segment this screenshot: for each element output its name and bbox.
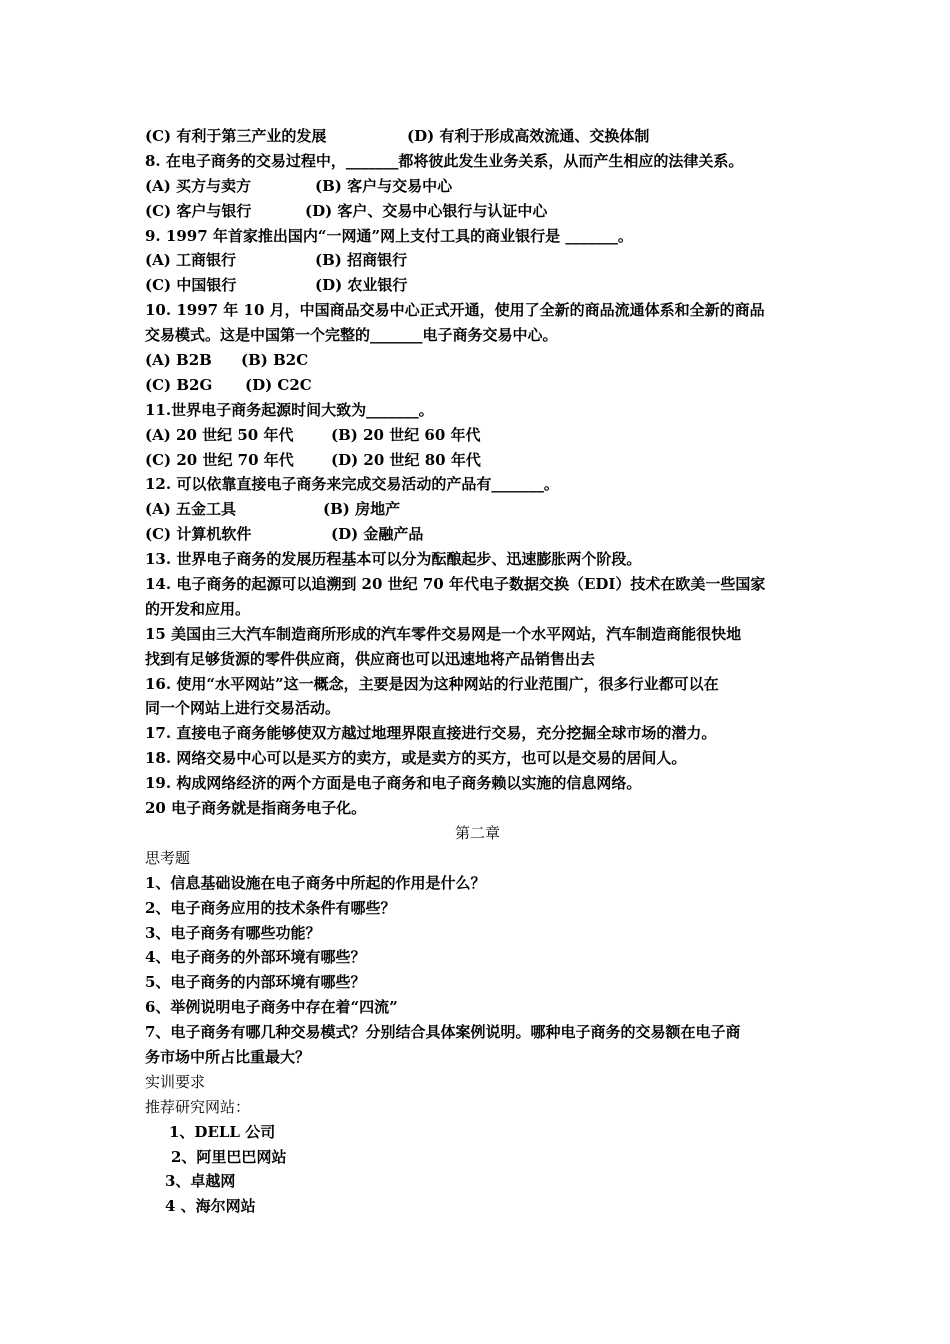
option-d: (D) 20 世纪 80 年代 [331, 450, 481, 469]
thinking-question-2: 2、电子商务应用的技术条件有哪些？ [145, 898, 396, 917]
section-heading-training: 实训要求 [145, 1072, 206, 1091]
option-row [145, 124, 810, 149]
statement-20: 20 电子商务就是指商务电子化。 [145, 799, 367, 818]
question-9: 9. 1997 年首家推出国内“一网通”网上支付工具的商业银行是 _______。 [145, 226, 633, 245]
question-12: 12. 可以依靠直接电子商务来完成交易活动的产品有_______。 [145, 475, 559, 494]
question-8: 8. 在电子商务的交易过程中，_______都将彼此发生业务关系，从而产生相应的法律关系。 [145, 151, 744, 170]
option-c: (C) 有利于第三产业的发展 [145, 127, 327, 145]
option-a: (A) B2B [145, 351, 212, 370]
option-b: (B) 客户与交易中心 [315, 176, 453, 195]
statement-16: 16. 使用“水平网站”这一概念，主要是因为这种网站的行业范围广，很多行业都可以在 [145, 674, 719, 693]
option-d: (D) 有利于形成高效流通、交换体制 [407, 127, 650, 145]
site-item-4: 4 、海尔网站 [165, 1197, 256, 1216]
site-item-2: 2、阿里巴巴网站 [171, 1147, 287, 1166]
question-11: 11.世界电子商务起源时间大致为_______。 [145, 400, 434, 419]
option-d: (D) C2C [245, 375, 312, 394]
option-c: (C) 计算机软件 [145, 525, 252, 544]
statement-18: 18. 网络交易中心可以是买方的卖方，或是卖方的买方，也可以是交易的居间人。 [145, 749, 687, 768]
option-c: (C) 中国银行 [145, 276, 237, 295]
document-page [145, 124, 810, 1219]
thinking-question-4: 4、电子商务的外部环境有哪些？ [145, 948, 366, 967]
option-row [145, 373, 810, 398]
thinking-question-7-continued: 务市场中所占比重最大？ [145, 1047, 311, 1066]
statement-15-continued: 找到有足够货源的零件供应商，供应商也可以迅速地将产品销售出去 [145, 649, 596, 668]
option-row [145, 522, 810, 547]
thinking-question-5: 5、电子商务的内部环境有哪些？ [145, 973, 366, 992]
statement-16-continued: 同一个网站上进行交易活动。 [145, 699, 341, 718]
option-c: (C) B2G [145, 375, 213, 394]
option-b: (B) 房地产 [323, 500, 401, 519]
option-row [145, 248, 810, 273]
option-d: (D) 金融产品 [331, 525, 424, 544]
option-b: (B) 招商银行 [315, 251, 408, 270]
option-d: (D) 客户、交易中心银行与认证中心 [305, 201, 548, 220]
option-a: (A) 工商银行 [145, 251, 237, 270]
option-row [145, 423, 810, 448]
option-row [145, 273, 810, 298]
option-a: (A) 20 世纪 50 年代 [145, 425, 294, 444]
option-a: (A) 五金工具 [145, 500, 237, 519]
statement-14-continued: 的开发和应用。 [145, 599, 251, 618]
statement-17: 17. 直接电子商务能够使双方越过地理界限直接进行交易，充分挖掘全球市场的潜力。 [145, 724, 717, 743]
recommended-sites-label: 推荐研究网站： [145, 1097, 251, 1116]
option-b: (B) 20 世纪 60 年代 [331, 425, 481, 444]
statement-14: 14. 电子商务的起源可以追溯到 20 世纪 70 年代电子数据交换（EDI）技术在欧美一些国家 [145, 575, 766, 594]
option-row [145, 448, 810, 473]
question-10: 10. 1997 年 10 月，中国商品交易中心正式开通，使用了全新的商品流通体系和全新的商品 [145, 301, 765, 320]
thinking-question-7: 7、电子商务有哪几种交易模式？分别结合具体案例说明。哪种电子商务的交易额在电子商 [145, 1023, 741, 1042]
statement-13: 13. 世界电子商务的发展历程基本可以分为酝酿起步、迅速膨胀两个阶段。 [145, 550, 642, 569]
chapter-heading: 第二章 [454, 823, 500, 842]
option-a: (A) 买方与卖方 [145, 176, 252, 195]
option-c: (C) 20 世纪 70 年代 [145, 450, 294, 469]
thinking-question-3: 3、电子商务有哪些功能？ [145, 923, 321, 942]
section-heading-thinking: 思考题 [145, 848, 191, 867]
statement-15: 15 美国由三大汽车制造商所形成的汽车零件交易网是一个水平网站，汽车制造商能很快地 [145, 624, 742, 643]
site-item-3: 3、卓越网 [165, 1172, 236, 1191]
option-d: (D) 农业银行 [315, 276, 408, 295]
option-b: (B) B2C [241, 351, 309, 370]
thinking-question-6: 6、举例说明电子商务中存在着“四流” [145, 998, 398, 1017]
option-row [145, 174, 810, 199]
option-c: (C) 客户与银行 [145, 201, 252, 220]
thinking-question-1: 1、信息基础设施在电子商务中所起的作用是什么？ [145, 873, 486, 892]
statement-19: 19. 构成网络经济的两个方面是电子商务和电子商务赖以实施的信息网络。 [145, 774, 642, 793]
question-10-continued: 交易模式。这是中国第一个完整的_______电子商务交易中心。 [145, 326, 558, 345]
site-item-1: 1、DELL 公司 [169, 1122, 276, 1141]
option-row [145, 199, 810, 224]
option-row [145, 348, 810, 373]
option-row [145, 497, 810, 522]
